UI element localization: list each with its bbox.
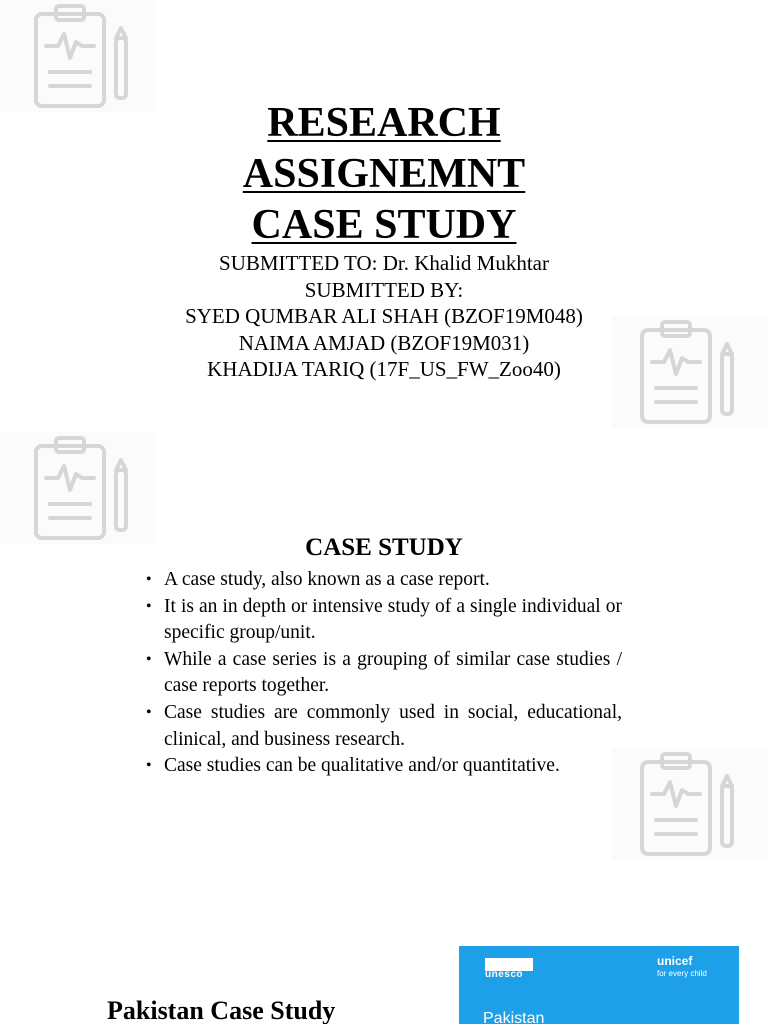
bullet-list xyxy=(146,567,622,780)
submitted-to: SUBMITTED TO: Dr. Khalid Mukhtar xyxy=(219,251,549,275)
list-item: • A case study, also known as a case report. xyxy=(146,567,622,594)
unicef-tagline: for every child xyxy=(657,969,707,978)
unesco-logo-text: unesco xyxy=(485,969,524,980)
student-name: SYED QUMBAR ALI SHAH (BZOF19M048) xyxy=(185,304,583,329)
cover-title: Pakistan xyxy=(483,1010,545,1024)
report-cover-image xyxy=(459,946,739,1024)
title-slide xyxy=(0,0,768,432)
student-name: NAIMA AMJAD (BZOF19M031) xyxy=(238,330,530,355)
title-line: CASE STUDY xyxy=(251,202,517,248)
title-line: RESEARCH xyxy=(267,100,501,146)
list-item: • While a case series is a grouping of similar case studies / case reports together. xyxy=(146,647,622,700)
submitted-by-label: SUBMITTED BY: xyxy=(304,277,464,302)
pakistan-slide xyxy=(0,864,768,1024)
list-item: • Case studies are commonly used in social, educational, clinical, and business research. xyxy=(146,700,622,753)
case-study-slide xyxy=(0,432,768,864)
unicef-logo-text: unicef xyxy=(657,954,693,968)
clipboard-heartbeat-icon xyxy=(0,0,156,112)
clipboard-heartbeat-icon xyxy=(612,748,768,860)
submission-details xyxy=(0,250,768,383)
student-name: KHADIJA TARIQ (17F_US_FW_Zoo40) xyxy=(207,357,561,382)
slide-heading: CASE STUDY xyxy=(305,534,463,561)
clipboard-heartbeat-icon xyxy=(0,432,156,544)
presentation-title xyxy=(0,98,768,251)
list-item: • Case studies can be qualitative and/or quantitative. xyxy=(146,753,622,780)
slide-heading: Pakistan Case Study xyxy=(107,996,336,1024)
list-item: • It is an in depth or intensive study of a single individual or specific group/unit. xyxy=(146,594,622,647)
title-line: ASSIGNEMNT xyxy=(242,151,526,197)
